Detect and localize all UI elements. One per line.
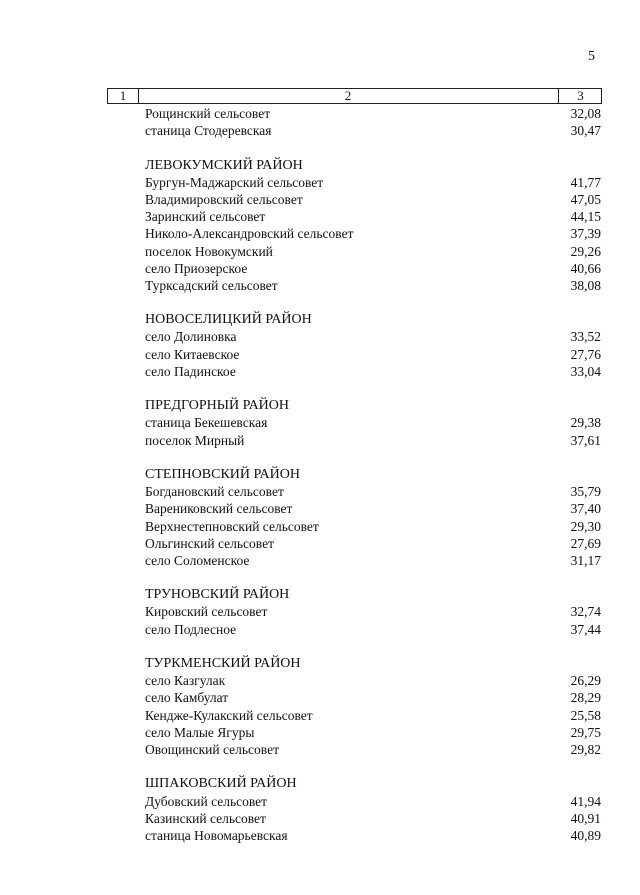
settlement-value: 44,15 (570, 209, 601, 225)
settlement-name: Богдановский сельсовет (145, 484, 284, 500)
settlement-name: Казинский сельсовет (145, 810, 266, 826)
district-heading: НОВОСЕЛИЦКИЙ РАЙОН (145, 312, 312, 328)
table-row (145, 346, 602, 363)
settlement-name: Рощинский сельсовет (145, 106, 271, 121)
settlement-value: 47,05 (570, 191, 601, 207)
settlement-value: 30,47 (570, 123, 601, 139)
settlement-value: 40,66 (570, 260, 601, 276)
settlement-name: станица Бекешевская (145, 415, 268, 431)
settlement-name: Ольгинский сельсовет (145, 535, 274, 551)
settlement-value: 41,77 (570, 174, 601, 190)
table-row (145, 260, 602, 277)
district-heading: ТУРКМЕНСКИЙ РАЙОН (145, 656, 301, 671)
settlement-value: 27,69 (570, 535, 601, 551)
settlement-name: село Падинское (145, 363, 236, 379)
settlement-name: село Камбулат (145, 690, 229, 706)
district-heading: ПРЕДГОРНЫЙ РАЙОН (145, 398, 290, 414)
settlement-value: 28,29 (570, 690, 601, 706)
settlement-value: 40,89 (570, 827, 601, 843)
settlement-name: село Китаевское (145, 346, 240, 362)
settlement-value: 29,38 (570, 415, 601, 431)
settlement-name: Турксадский сельсовет (145, 277, 278, 293)
settlement-value: 40,91 (570, 810, 601, 826)
settlement-name: Верхнестепновский сельсовет (145, 518, 319, 534)
table-row (145, 500, 602, 517)
settlement-name: село Малые Ягуры (145, 724, 255, 740)
table-row (145, 689, 602, 706)
settlement-value: 29,82 (570, 741, 601, 757)
table-row (145, 174, 602, 191)
table-row (145, 191, 602, 208)
table-row (145, 122, 602, 139)
settlement-name: Бургун-Маджарский сельсовет (145, 174, 324, 190)
settlement-name: Овощинский сельсовет (145, 741, 279, 757)
table-row (145, 363, 602, 380)
table-row (145, 243, 602, 260)
settlement-value: 37,61 (570, 432, 601, 448)
settlement-value: 25,58 (570, 707, 601, 723)
settlement-value: 32,08 (570, 106, 601, 121)
table-row (145, 724, 602, 741)
settlement-name: Кендже-Кулакский сельсовет (145, 707, 313, 723)
settlement-value: 29,26 (570, 243, 601, 259)
settlement-name: станица Новомарьевская (145, 827, 288, 843)
column-1-header: 1 (108, 89, 139, 103)
table-row (145, 483, 602, 500)
settlement-name: село Долиновка (145, 329, 237, 345)
settlement-name: село Приозерское (145, 260, 248, 276)
table-row (145, 603, 602, 620)
district-heading: СТЕПНОВСКИЙ РАЙОН (145, 466, 300, 482)
page-number: 5 (588, 49, 595, 64)
table-row (145, 208, 602, 225)
table-row (145, 672, 602, 689)
settlement-value: 26,29 (570, 673, 601, 689)
settlement-name: Заринский сельсовет (145, 209, 266, 225)
settlement-name: поселок Мирный (145, 432, 245, 448)
table-body (145, 105, 602, 844)
settlement-value: 38,08 (570, 277, 601, 293)
settlement-value: 32,74 (570, 604, 601, 620)
table-row (145, 707, 602, 724)
table-header-row (107, 88, 602, 104)
settlement-name: Николо-Александровский сельсовет (145, 226, 354, 242)
table-row (145, 535, 602, 552)
table-row (145, 518, 602, 535)
table-row (145, 277, 602, 294)
settlement-value: 33,52 (570, 329, 601, 345)
settlement-value: 37,44 (570, 621, 601, 637)
settlement-value: 37,39 (570, 226, 601, 242)
table-row (145, 225, 602, 242)
settlement-value: 41,94 (570, 793, 601, 809)
settlement-value: 27,76 (570, 346, 601, 362)
column-3-header: 3 (577, 88, 584, 103)
settlement-value: 29,30 (570, 518, 601, 534)
district-heading: ЛЕВОКУМСКИЙ РАЙОН (145, 157, 303, 173)
settlement-value: 29,75 (570, 724, 601, 740)
table-row (145, 827, 602, 844)
settlement-value: 31,17 (570, 552, 601, 568)
settlement-value: 35,79 (570, 484, 601, 500)
settlement-name: село Подлесное (145, 621, 237, 637)
settlement-name: село Соломенское (145, 552, 250, 568)
table-row (145, 621, 602, 638)
table-row (145, 414, 602, 431)
settlement-name: Дубовский сельсовет (145, 793, 268, 809)
column-2-header: 2 (138, 89, 559, 103)
table-row (145, 810, 602, 827)
table-row (145, 741, 602, 758)
settlement-value: 33,04 (570, 363, 601, 379)
table-row (145, 552, 602, 569)
settlement-name: Владимировский сельсовет (145, 191, 303, 207)
table-row (145, 793, 602, 810)
district-heading: ТРУНОВСКИЙ РАЙОН (145, 587, 290, 603)
settlement-name: Варениковский сельсовет (145, 501, 293, 517)
table-row (145, 105, 602, 122)
table-row (145, 432, 602, 449)
settlement-name: станица Стодеревская (145, 123, 272, 139)
table-row (145, 328, 602, 345)
settlement-value: 37,40 (570, 501, 601, 517)
district-heading: ШПАКОВСКИЙ РАЙОН (145, 776, 297, 792)
settlement-name: село Казгулак (145, 673, 226, 689)
settlement-name: поселок Новокумский (145, 243, 273, 259)
settlement-name: Кировский сельсовет (145, 604, 268, 620)
